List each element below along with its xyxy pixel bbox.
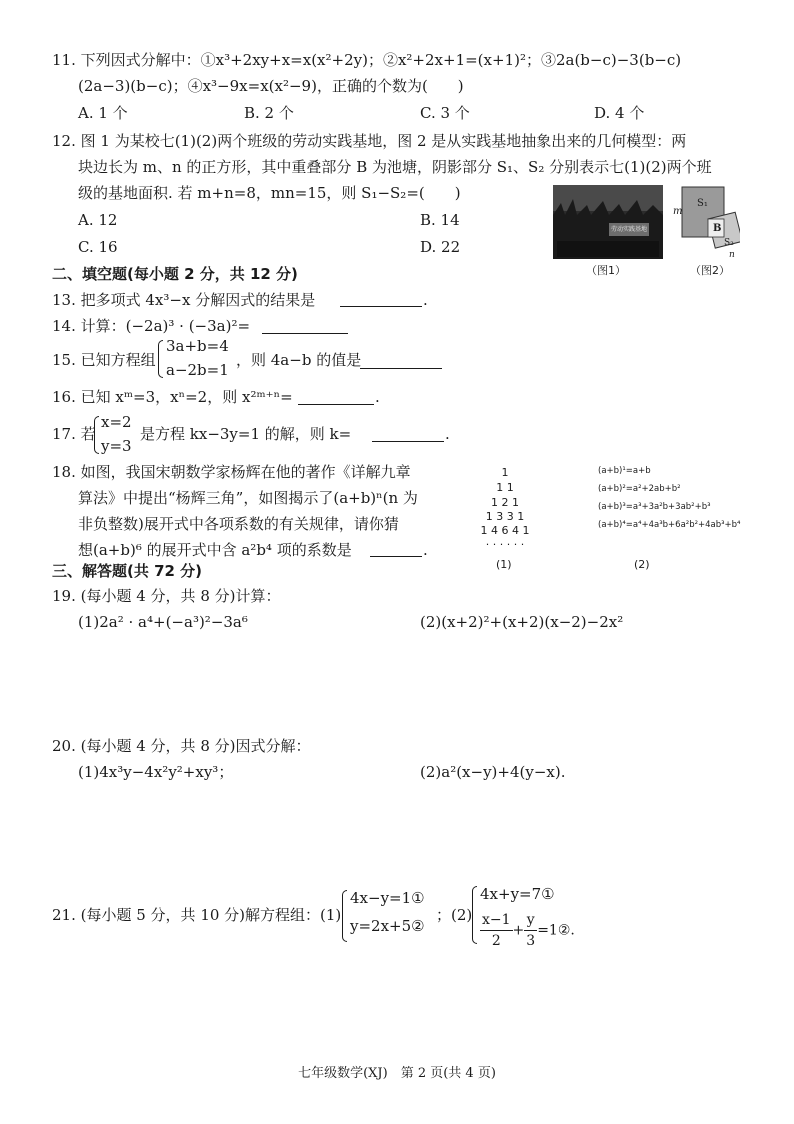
triangle-row-5: 1 4 6 4 1 (480, 524, 530, 537)
q15-eq2: a−2b=1 (166, 361, 229, 379)
q21-system1-brace (342, 890, 347, 942)
q15-suffix: ，则 4a−b 的值是 (236, 351, 362, 369)
q11-option-d: D. 4 个 (594, 104, 645, 122)
expansion-3: (a+b)³=a³+3a²b+3ab²+b³ (598, 502, 711, 512)
triangle-row-6: · · · · · · (485, 538, 525, 551)
expansion-caption: (2) (634, 558, 650, 571)
q12-option-c: C. 16 (78, 238, 118, 256)
figure2-label-n: n (729, 250, 735, 260)
section-solve-title: 三、解答题(共 72 分) (52, 562, 203, 580)
q18-period: . (423, 541, 428, 559)
q20-part2: (2)a²(x−y)+4(y−x). (420, 763, 566, 781)
triangle-caption: (1) (496, 558, 512, 571)
figure1-caption: （图1） (586, 264, 626, 277)
q12-line2: 块边长为 m、n 的正方形，其中重叠部分 B 为池塘，阴影部分 S₁、S₂ 分别表示七(1)(2)两个班 (78, 158, 712, 176)
q18-line3: 非负整数)展开式中各项系数的有关规律，请你猜 (78, 515, 399, 533)
q21-separator: ；(2) (436, 906, 473, 924)
q13-text: 13. 把多项式 4x³−x 分解因式的结果是 (52, 291, 316, 309)
triangle-row-2: 1 1 (496, 481, 514, 494)
q21-system2-brace (472, 886, 477, 944)
q13-period: . (423, 291, 428, 309)
q17-prefix: 17. 若 (52, 425, 96, 443)
q15-prefix: 15. 已知方程组 (52, 351, 156, 369)
q16-text: 16. 已知 xᵐ=3，xⁿ=2，则 x²ᵐ⁺ⁿ= (52, 388, 293, 406)
q19-part1: (1)2a² · a⁴+(−a³)²−3a⁶ (78, 613, 248, 631)
q15-answer-blank[interactable] (360, 368, 442, 369)
triangle-row-4: 1 3 3 1 (485, 510, 525, 523)
figure1-sign: 劳动实践基地 (611, 226, 648, 233)
q16-answer-blank[interactable] (298, 404, 374, 405)
q17-eq1: x=2 (101, 413, 132, 431)
page-footer: 七年级数学(XJ) 第 2 页(共 4 页) (298, 1066, 496, 1081)
expansion-1: (a+b)¹=a+b (598, 466, 651, 476)
figure2-label-s1: S₁ (697, 198, 708, 209)
q18-line2: 算法》中提出“杨辉三角”，如图揭示了(a+b)ⁿ(n 为 (78, 489, 418, 507)
q20-title: 20. (每小题 4 分，共 8 分)因式分解： (52, 737, 311, 755)
q17-suffix: 是方程 kx−3y=1 的解，则 k= (140, 425, 352, 443)
triangle-row-1: 1 (501, 466, 509, 479)
q12-option-a: A. 12 (78, 211, 118, 229)
q14-text: 14. 计算：(−2a)³ · (−3a)²= (52, 317, 251, 335)
field-photo-icon (553, 185, 663, 259)
q19-part2: (2)(x+2)²+(x+2)(x−2)−2x² (420, 613, 624, 631)
q21-system1-eq1: 4x−y=1① (350, 889, 425, 907)
expansion-4: (a+b)⁴=a⁴+4a³b+6a²b²+4ab³+b⁴ (598, 520, 741, 530)
figure2-caption: （图2） (690, 264, 730, 277)
section-fill-in-title: 二、填空题(每小题 2 分，共 12 分) (52, 265, 298, 283)
q21-prefix: 21. (每小题 5 分，共 10 分)解方程组：(1) (52, 906, 342, 924)
figure2-label-b: B (713, 223, 722, 234)
q15-brace (158, 340, 163, 378)
figure2-label-s2: S₂ (724, 238, 734, 248)
q15-eq1: 3a+b=4 (166, 337, 229, 355)
q12-line3: 级的基地面积. 若 m+n=8，mn=15，则 S₁−S₂=( ) (78, 184, 461, 202)
q11-option-b: B. 2 个 (244, 104, 294, 122)
q18-answer-blank[interactable] (370, 556, 422, 557)
figure1-photo (553, 185, 663, 259)
q17-period: . (445, 425, 450, 443)
q11-option-c: C. 3 个 (420, 104, 470, 122)
q20-part1: (1)4x³y−4x²y²+xy³； (78, 763, 234, 781)
q16-period: . (375, 388, 380, 406)
expansion-2: (a+b)²=a²+2ab+b² (598, 484, 681, 494)
q18-line1: 18. 如图，我国宋朝数学家杨辉在他的著作《详解九章 (52, 463, 411, 481)
q14-answer-blank[interactable] (262, 333, 348, 334)
q18-line4: 想(a+b)⁶ 的展开式中含 a²b⁴ 项的系数是 (78, 541, 352, 559)
q13-answer-blank[interactable] (340, 306, 422, 307)
q11-line2: (2a−3)(b−c)；④x³−9x=x(x²−9)，正确的个数为( ) (78, 77, 464, 95)
q12-option-b: B. 14 (420, 211, 460, 229)
q21-system1-eq2: y=2x+5② (350, 917, 425, 935)
q11-option-a: A. 1 个 (78, 104, 128, 122)
figure2-label-m: m (673, 206, 683, 217)
q19-title: 19. (每小题 4 分，共 8 分)计算： (52, 587, 281, 605)
q11-line1: 11. 下列因式分解中：①x³+2xy+x=x(x²+2y)；②x²+2x+1=(x+1)²；③2a(b−c)−3(b−c) (52, 51, 682, 69)
q21-system2-eq2: $\frac{x-1}{2}$ + $\frac{y}{3}$ =1②. (482, 912, 575, 949)
q17-brace (94, 416, 99, 454)
triangle-row-3: 1 2 1 (491, 496, 519, 509)
q17-eq2: y=3 (101, 437, 132, 455)
q12-line1: 12. 图 1 为某校七(1)(2)两个班级的劳动实践基地，图 2 是从实践基地抽象出来的几何模型：两 (52, 132, 687, 150)
q21-fraction-2: $\frac{y}{3}$ (526, 912, 536, 949)
q17-answer-blank[interactable] (372, 441, 444, 442)
q21-system2-eq1: 4x+y=7① (480, 885, 555, 903)
q12-option-d: D. 22 (420, 238, 461, 256)
q21-fraction-1: $\frac{x-1}{2}$ (482, 912, 511, 949)
